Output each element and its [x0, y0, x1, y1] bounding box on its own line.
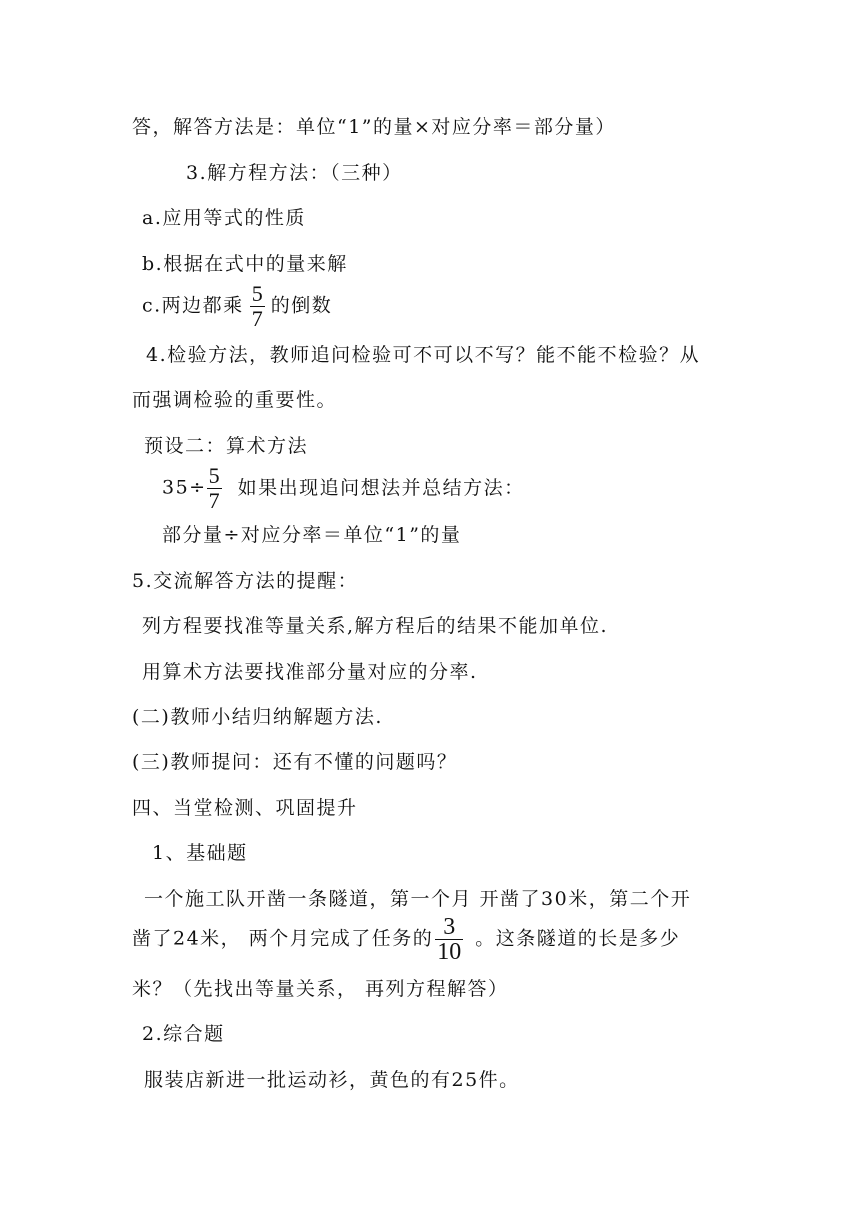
- fraction-numerator: 5: [208, 463, 220, 488]
- text-line: 4.检验方法，教师追问检验可不可以不写？能不能不检验？从: [146, 344, 701, 366]
- fraction: [250, 282, 265, 331]
- text-line: 用算术方法要找准部分量对应的分率.: [142, 661, 478, 683]
- fraction-denominator: 7: [208, 488, 220, 513]
- text-line: 一个施工队开凿一条隧道，第一个月 开凿了30米，第二个开: [144, 888, 692, 910]
- text-line-with-fraction: [132, 915, 680, 964]
- text-segment: 凿了24米， 两个月完成了任务的: [132, 927, 434, 950]
- text-line: 3.解方程方法：（三种）: [186, 162, 403, 184]
- fraction-denominator: 7: [251, 306, 263, 331]
- text-line: 服装店新进一批运动衫，黄色的有25件。: [144, 1069, 520, 1091]
- fraction-denominator: 10: [437, 939, 462, 965]
- text-segment: c.两边都乘: [142, 294, 244, 317]
- section-heading: 四、当堂检测、巩固提升: [132, 797, 358, 819]
- text-line: a.应用等式的性质: [142, 207, 306, 229]
- text-line: 米？（先找出等量关系， 再列方程解答）: [132, 978, 509, 1000]
- text-segment: 如果出现追问想法并总结方法：: [237, 476, 525, 499]
- fraction: [207, 464, 222, 513]
- fraction-numerator: 3: [435, 915, 463, 940]
- subsection-heading: 1、基础题: [152, 842, 248, 864]
- text-line: 部分量÷对应分率＝单位“1”的量: [162, 524, 462, 546]
- subsection-heading: 2.综合题: [142, 1023, 225, 1045]
- text-line: 列方程要找准等量关系,解方程后的结果不能加单位.: [142, 615, 609, 637]
- text-line: 而强调检验的重要性。: [132, 389, 338, 411]
- text-segment: 35÷: [162, 476, 207, 499]
- text-line: 预设二：算术方法: [144, 435, 309, 457]
- text-line: (二)教师小结归纳解题方法.: [132, 706, 383, 728]
- text-line: b.根据在式中的量来解: [142, 253, 348, 275]
- fraction-numerator: 5: [251, 281, 263, 306]
- text-line-with-fraction: [142, 282, 332, 331]
- text-segment: 的倒数: [270, 294, 333, 317]
- text-line-with-fraction: [162, 464, 525, 513]
- text-line: 答，解答方法是：单位“1”的量×对应分率＝部分量）: [132, 116, 616, 138]
- text-line: 5.交流解答方法的提醒：: [132, 570, 359, 592]
- text-line: (三)教师提问：还有不懂的问题吗？: [132, 751, 458, 773]
- fraction: [435, 915, 463, 964]
- text-segment: 。这条隧道的长是多少: [475, 927, 681, 950]
